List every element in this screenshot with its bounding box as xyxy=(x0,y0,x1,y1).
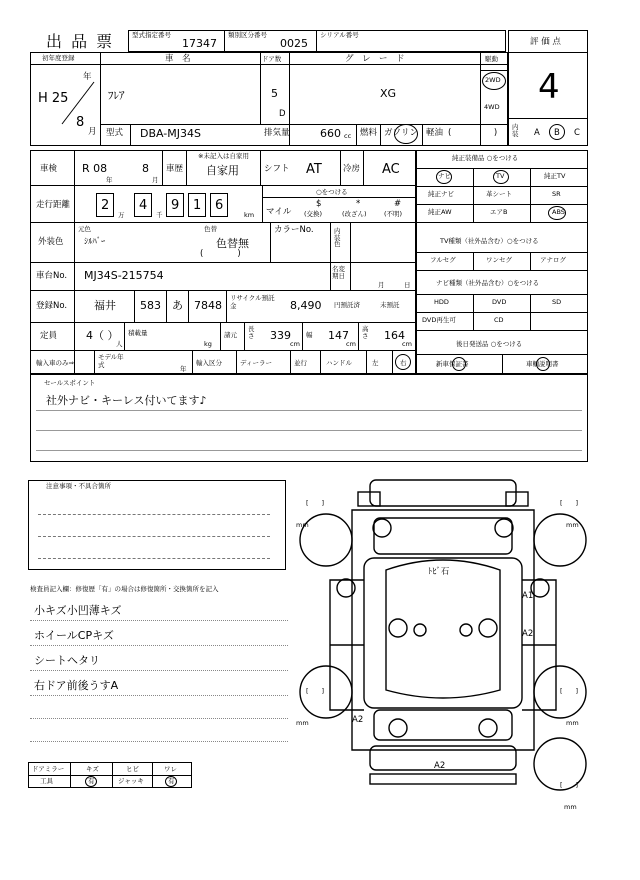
color-no-label: カラーNo. xyxy=(274,225,314,235)
class-no-label: 類別区分番号 xyxy=(228,31,267,39)
notes-box xyxy=(28,480,286,570)
cc-value: 660 xyxy=(320,127,341,140)
mark-a2-bottom: A2 xyxy=(434,761,446,771)
doc-warranty: 新車保証書 xyxy=(436,360,469,368)
recycle-label: リサイクル預託金 xyxy=(230,294,275,310)
class-no: 0025 xyxy=(280,37,308,50)
first-reg-month: 8 xyxy=(76,115,85,130)
capacity-label: 定員 xyxy=(40,331,58,341)
inspection-month: 8 xyxy=(142,162,149,175)
car-name-label: 車 名 xyxy=(165,54,191,64)
first-reg-era: H 25 xyxy=(38,91,69,106)
grade-value: XG xyxy=(380,87,397,100)
sales-point-label: セールスポイント xyxy=(44,379,96,387)
size-label: 諸元 xyxy=(224,331,237,339)
ac-value: AC xyxy=(382,162,400,177)
interior-color-label: 内装色 xyxy=(334,227,341,248)
mileage-digit-5: 6 xyxy=(215,198,224,213)
registration-number: 7848 xyxy=(194,299,222,312)
inspector-line-4: 右ドア前後うすA xyxy=(34,679,119,692)
registration-pref: 福井 xyxy=(94,299,116,312)
equip-tv: TV xyxy=(496,172,505,180)
mark-a2-left: A2 xyxy=(352,715,364,725)
navi-type-title: ナビ種類（社外品含む）○をつける xyxy=(436,279,540,287)
fuel-value: ガソリン xyxy=(384,128,419,138)
inspector-line-3: シートヘタリ xyxy=(34,654,100,667)
height-value: 164 xyxy=(384,329,405,342)
load-label: 積載量 xyxy=(128,329,148,337)
original-color: ｼﾙﾊﾞｰ xyxy=(84,237,106,247)
sales-point-text: 社外ナビ・キーレス付いてます♪ xyxy=(46,394,207,407)
cc-label: 排気量 xyxy=(264,128,290,138)
model-label: 型式 xyxy=(106,128,124,138)
mark-a2-right: A2 xyxy=(522,629,534,639)
docs-title: 後日発送品 ○をつける xyxy=(456,340,523,348)
repaint-value: 色替無 xyxy=(216,237,249,250)
shift-value: AT xyxy=(306,162,322,177)
car-damage-diagram xyxy=(290,470,600,810)
recycle-amount: 8,490 xyxy=(290,299,322,312)
inspector-label: 検査員記入欄：修復歴「有」の場合は修復箇所・交換箇所を記入 xyxy=(30,585,219,593)
history-label: 車歴 xyxy=(166,164,184,174)
score-label: 評 価 点 xyxy=(530,37,561,47)
sales-point-box xyxy=(30,374,588,462)
drive-4wd: 4WD xyxy=(484,103,500,111)
serial-label: シリアル番号 xyxy=(320,31,359,39)
type-no: 17347 xyxy=(182,37,217,50)
fuel-circle xyxy=(394,124,418,144)
capacity-value: 4（ ） xyxy=(86,329,119,342)
first-reg-label: 初年度登録 xyxy=(42,54,75,62)
length-value: 339 xyxy=(270,329,291,342)
handle-right: 右 xyxy=(400,359,407,367)
model-value: DBA-MJ34S xyxy=(140,127,201,140)
name-change-label: 名変期日 xyxy=(332,265,345,280)
color-label: 外装色 xyxy=(38,237,64,247)
tv-type-title: TV種類（社外品含む）○をつける xyxy=(440,237,539,245)
ac-label: 冷房 xyxy=(343,164,361,174)
drive-2wd: 2WD xyxy=(485,76,501,84)
interior-label: 内装 xyxy=(512,123,519,138)
score-value: 4 xyxy=(538,67,560,107)
inspector-line-1: 小キズ小凹薄キズ xyxy=(34,604,122,617)
inspection-value: R 08 xyxy=(82,162,108,175)
type-no-label: 型式指定番号 xyxy=(132,31,171,39)
doc-manual: 車輌説明書 xyxy=(526,360,559,368)
door-label: ドア数 xyxy=(262,55,282,63)
mark-roof: ﾄﾋﾞ石 xyxy=(428,567,450,577)
chassis-label: 車台No. xyxy=(36,271,68,281)
history-value: 自家用 xyxy=(206,164,239,177)
sheet-title: 出 品 票 xyxy=(46,32,115,51)
mileage-digit-3: 9 xyxy=(171,198,180,213)
mileage-label: 走行距離 xyxy=(36,200,71,210)
inspection-label: 車検 xyxy=(40,164,58,174)
car-name: ﾌﾚｱ xyxy=(108,89,125,102)
door-count: 5 xyxy=(271,87,278,100)
diesel-label: 軽油 xyxy=(426,128,444,138)
chassis-number: MJ34S-215754 xyxy=(84,269,164,282)
mileage-digit-1: 2 xyxy=(101,198,110,213)
jack-present: 有 xyxy=(168,777,175,785)
tool-present: 有 xyxy=(88,777,95,785)
width-value: 147 xyxy=(328,329,349,342)
mark-a1: A1 xyxy=(522,591,534,601)
inspector-line-2: ホイールCPキズ xyxy=(34,629,114,642)
fuel-label: 燃料 xyxy=(360,128,378,138)
interior-grade-b: B xyxy=(554,128,560,138)
registration-kana: あ xyxy=(172,299,183,312)
registration-class: 583 xyxy=(140,299,161,312)
mileage-mile: マイル xyxy=(266,207,292,217)
equipment-title: 純正装備品 ○をつける xyxy=(452,154,519,162)
import-label: 輸入車のみ⇒ xyxy=(36,359,74,367)
equip-navi: ナビ xyxy=(438,172,451,180)
drive-label: 駆動 xyxy=(485,55,498,63)
registration-label: 登録No. xyxy=(36,301,68,311)
notes-label: 注意事項・不具合箇所 xyxy=(46,482,111,490)
grade-label: グ レ ー ド xyxy=(345,54,405,64)
equip-abs: ABS xyxy=(552,208,565,216)
diagonal-slash xyxy=(60,80,96,126)
shift-label: シフト xyxy=(264,164,290,174)
mileage-digit-2: 4 xyxy=(139,198,148,213)
mileage-digit-4: 1 xyxy=(193,198,202,213)
